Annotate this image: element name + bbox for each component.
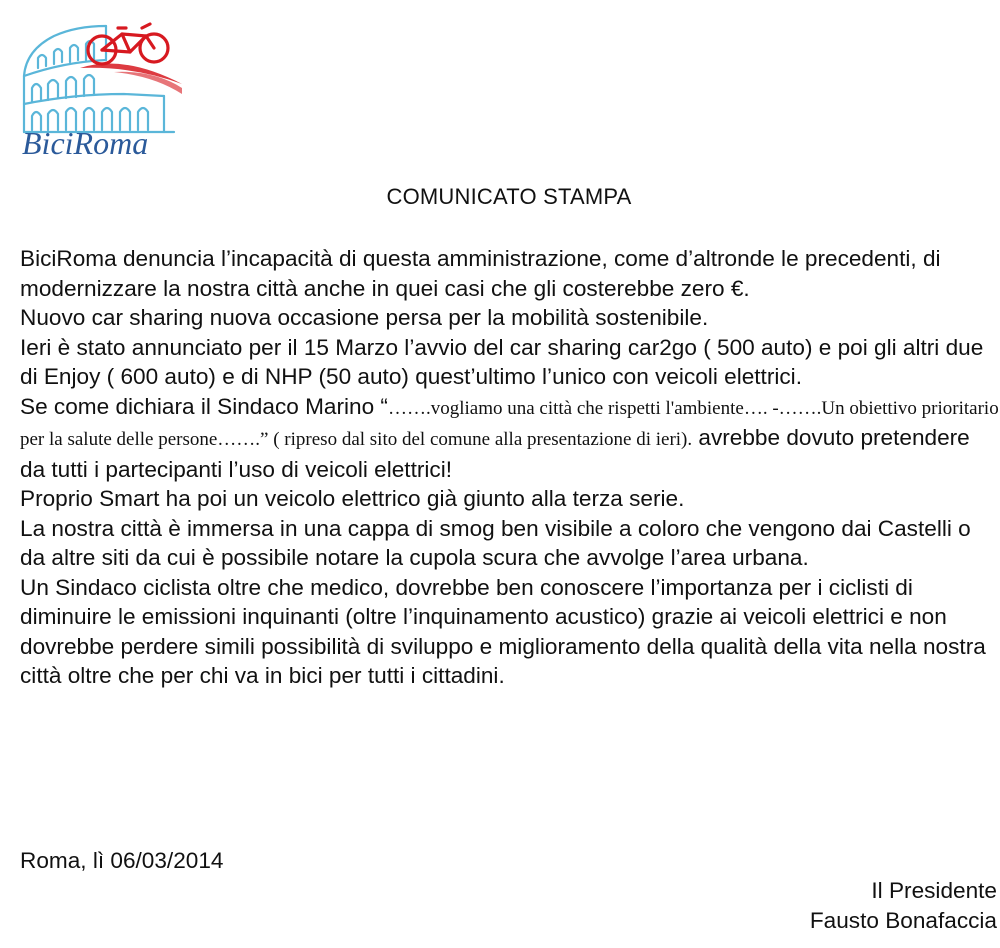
signature-block xyxy=(810,876,997,936)
press-release-body xyxy=(20,244,1000,691)
signature-role: Il Presidente xyxy=(871,878,997,903)
place-date: Roma, lì 06/03/2014 xyxy=(20,848,224,873)
paragraph-1: BiciRoma denuncia l’incapacità di questa amministrazione, come d’altronde le precedenti, di modernizzare la nostra città anche in quei casi che gli costerebbe zero €. xyxy=(20,246,941,301)
biciroma-logo xyxy=(14,14,186,160)
paragraph-7: Un Sindaco ciclista oltre che medico, dovrebbe ben conoscere l’importanza per i ciclisti di diminuire le emissioni inquinanti (oltre l’inquinamento acustico) grazie ai veicoli elettrici e non dovrebbe perdere simili possibilità di sviluppo e miglioramento della qualità della vita nella nostra città oltre che per chi va in bici per tutti i cittadini. xyxy=(20,574,986,688)
signature-name: Fausto Bonafaccia xyxy=(809,908,997,933)
paragraph-4 xyxy=(20,392,1000,485)
paragraph-4-tail: avrebbe dovuto pretendere da tutti i partecipanti l’uso di veicoli elettrici! xyxy=(20,425,970,482)
paragraph-5: Proprio Smart ha poi un veicolo elettrico già giunto alla terza serie. xyxy=(20,486,685,511)
paragraph-6: La nostra città è immersa in una cappa di smog ben visibile a coloro che vengono dai Castelli o da altre siti da cui è possibile notare la cupola scura che avvolge l’area urbana. xyxy=(20,515,971,570)
paragraph-2: Nuovo car sharing nuova occasione persa per la mobilità sostenibile. xyxy=(20,305,709,330)
mayor-quote: …….vogliamo una città che rispetti l'ambiente…. -…….Un obiettivo prioritario per la salute delle persone…….” ( ripreso dal sito del comune alla presentazione di ieri). xyxy=(20,397,999,450)
paragraph-4-lead: Se come dichiara il Sindaco Marino “ xyxy=(20,393,388,419)
document-title: COMUNICATO STAMPA xyxy=(386,184,632,209)
colosseum-bike-logo-icon xyxy=(14,14,186,160)
logo-wordmark: BiciRoma xyxy=(22,125,149,160)
paragraph-3: Ieri è stato annunciato per il 15 Marzo l’avvio del car sharing car2go ( 500 auto) e poi gli altri due di Enjoy ( 600 auto) e di NHP (50 auto) quest’ultimo l’unico con veicoli elettrici. xyxy=(20,334,984,389)
